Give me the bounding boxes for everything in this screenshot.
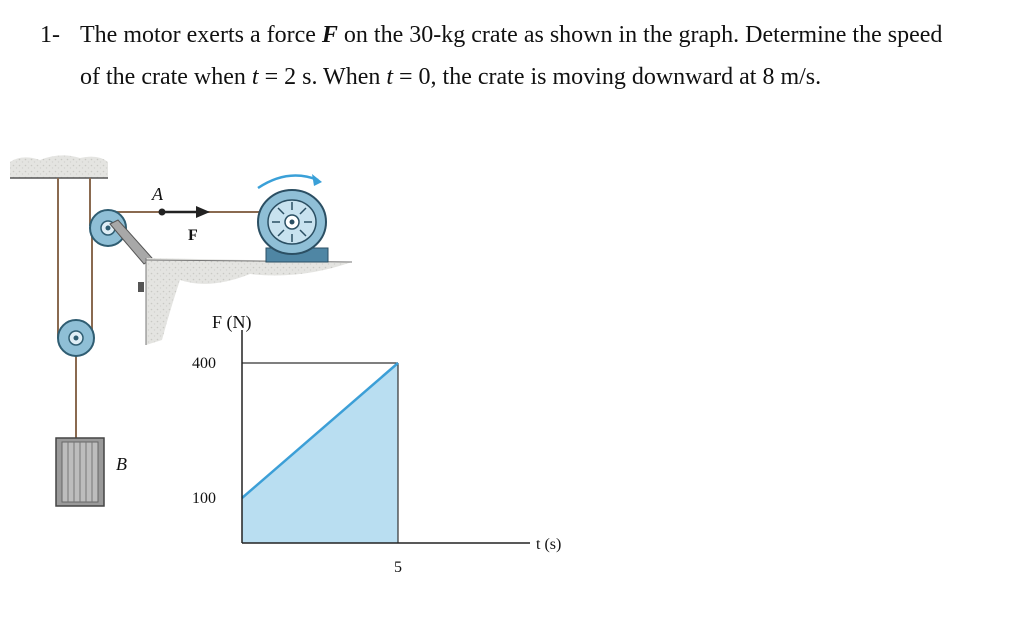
label-a: A	[152, 184, 163, 204]
force-symbol: F	[321, 22, 338, 48]
force-area	[242, 363, 398, 543]
problem-line-1	[40, 14, 1000, 56]
problem-number: 1-	[40, 22, 60, 48]
crate-b	[56, 438, 104, 506]
y-tick-label: 100	[192, 490, 216, 507]
upper-pulley	[90, 210, 152, 264]
y-axis-label: F (N)	[212, 312, 252, 332]
problem-figure	[0, 140, 1024, 600]
time-symbol-2: t	[386, 64, 394, 90]
ceiling-support	[10, 155, 108, 178]
rotation-arrow-icon	[258, 174, 322, 188]
label-f: F	[188, 227, 198, 244]
motor	[258, 190, 328, 262]
problem-line-2	[40, 56, 1000, 98]
problem-text-1b: on the 30-kg crate as shown in the graph. Determine the speed	[337, 22, 943, 48]
problem-text-2b: = 2 s. When	[258, 64, 387, 90]
problem-text-1a: The motor exerts a force	[80, 22, 322, 48]
time-symbol-1: t	[251, 64, 259, 90]
force-arrow	[159, 206, 211, 218]
problem-text-2a: of the crate when	[80, 64, 252, 90]
label-b: B	[116, 454, 127, 474]
x-axis-label: t (s)	[536, 536, 562, 553]
y-tick-label: 400	[192, 355, 216, 372]
problem-text-2c: = 0, the crate is moving downward at 8 m/s.	[393, 64, 822, 90]
lower-pulley	[58, 320, 94, 356]
problem-statement	[40, 14, 1000, 98]
force-time-graph	[192, 312, 561, 576]
x-tick-label: 5	[394, 559, 402, 576]
